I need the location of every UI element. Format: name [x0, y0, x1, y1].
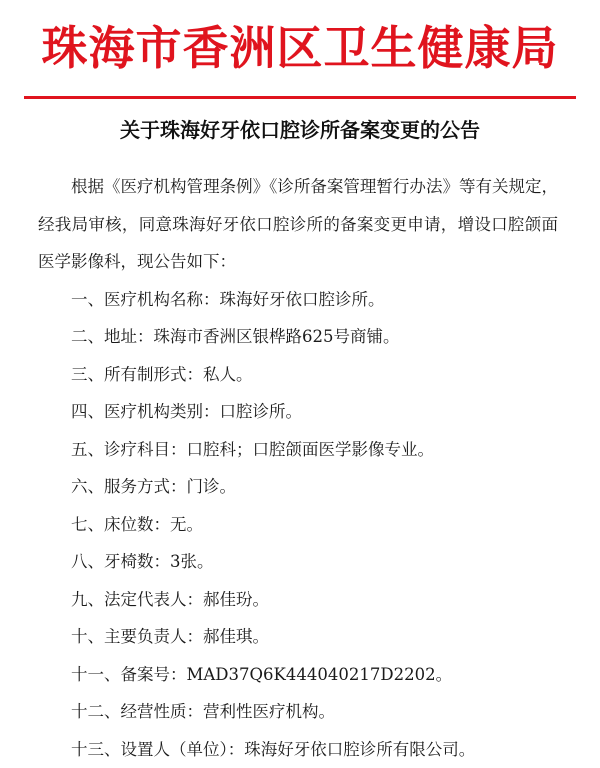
list-item: [38, 581, 558, 619]
item-value: 珠海好牙依口腔诊所。: [219, 289, 385, 309]
red-divider-line: [24, 96, 576, 99]
list-item: [38, 356, 558, 394]
item-value: 门诊。: [186, 477, 236, 496]
item-label: 五、诊疗科目：: [71, 439, 187, 459]
item-value: 口腔诊所。: [219, 402, 302, 421]
organization-name: 珠海市香洲区卫生健康局: [41, 21, 559, 75]
item-value: 郝佳琪。: [203, 627, 269, 646]
list-item: [38, 731, 558, 768]
item-value: 郝佳玢。: [203, 589, 269, 609]
item-label: 七、床位数：: [71, 514, 170, 534]
list-item: [38, 656, 558, 694]
list-item: [38, 468, 558, 506]
notice-items-list: [38, 281, 558, 768]
list-item: [38, 281, 558, 319]
item-label: 一、医疗机构名称：: [71, 289, 220, 309]
list-item: [38, 506, 558, 544]
notice-body: [38, 168, 558, 768]
list-item: [38, 431, 558, 469]
notice-title: 关于珠海好牙依口腔诊所备案变更的公告: [120, 118, 480, 142]
item-value: 口腔科；口腔颌面医学影像专业。: [186, 439, 434, 459]
item-value: 营利性医疗机构。: [203, 702, 335, 721]
intro-paragraph: 根据《医疗机构管理条例》《诊所备案管理暂行办法》等有关规定，经我局审核，同意珠海好牙依口腔诊所的备案变更申请，增设口腔颌面医学影像科，现公告如下：: [38, 177, 558, 271]
item-label: 十一、备案号：: [71, 664, 187, 684]
item-value: 珠海好牙依口腔诊所有限公司。: [244, 739, 476, 759]
list-item: [38, 618, 558, 656]
list-item: [38, 318, 558, 356]
item-label: 四、医疗机构类别：: [71, 402, 220, 421]
item-label: 八、牙椅数：: [71, 552, 170, 571]
item-value: 3张。: [170, 552, 214, 571]
item-label: 十二、经营性质：: [71, 702, 203, 721]
item-label: 六、服务方式：: [71, 477, 187, 496]
item-label: 二、地址：: [71, 327, 154, 346]
item-label: 三、所有制形式：: [71, 364, 203, 384]
item-value: 私人。: [203, 364, 253, 384]
item-value: MAD37Q6K444040217D2202。: [186, 664, 453, 684]
list-item: [38, 693, 558, 731]
item-value: 珠海市香洲区银桦路625号商铺。: [153, 327, 400, 346]
item-label: 九、法定代表人：: [71, 589, 203, 609]
item-label: 十三、设置人（单位）：: [71, 739, 245, 759]
item-label: 十、主要负责人：: [71, 627, 203, 646]
item-value: 无。: [170, 514, 203, 534]
letterhead: [0, 8, 600, 88]
list-item: [38, 393, 558, 431]
list-item: [38, 543, 558, 581]
